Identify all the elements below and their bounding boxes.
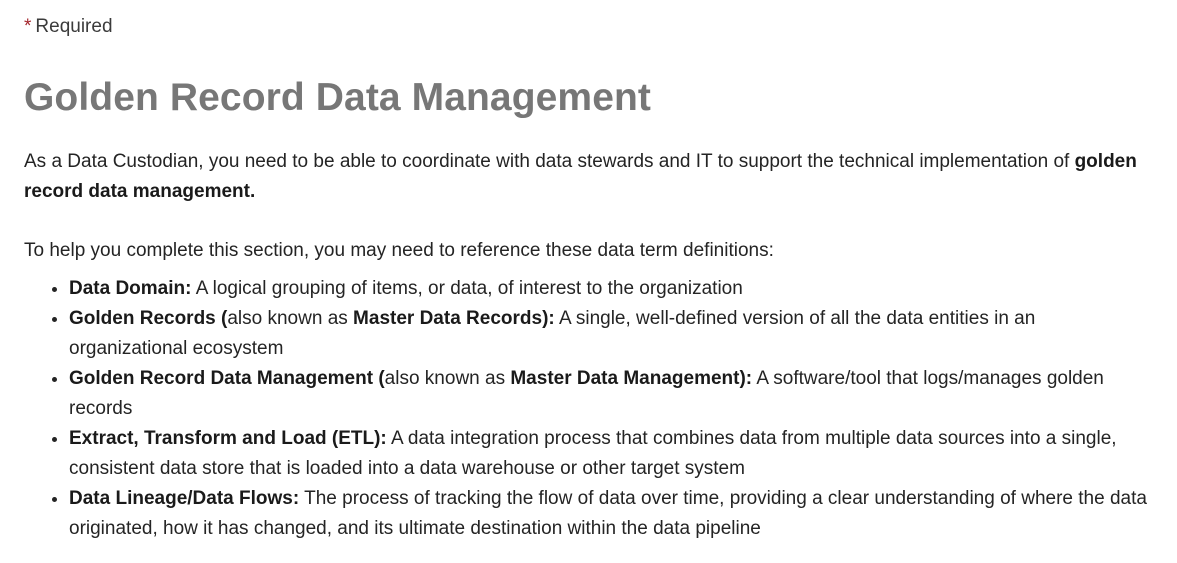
definition-aka-term: Master Data Records): — [353, 308, 555, 329]
definition-text: A software/tool that logs/manages golden records — [69, 368, 1104, 419]
definition-text: A logical grouping of items, or data, of interest to the organization — [191, 278, 743, 299]
help-text: To help you complete this section, you may need to reference these data term definitions: — [24, 240, 774, 261]
definition-text: A data integration process that combines data from multiple data sources into a single, consistent data store that is loaded into a data warehouse or other target system — [69, 428, 1117, 479]
section-title: Golden Record Data Management — [24, 76, 652, 119]
definition-item-etl — [69, 424, 1153, 484]
definition-item-data-domain — [69, 274, 1153, 304]
definition-aka-term: Master Data Management): — [510, 368, 753, 389]
definitions-list — [24, 274, 1153, 544]
definition-text: A single, well-defined version of all the data entities in an organizational ecosystem — [69, 308, 1036, 359]
definition-item-golden-records — [69, 304, 1153, 364]
definition-term: Extract, Transform and Load (ETL): — [69, 428, 387, 449]
intro-bold-text: golden record data management. — [24, 151, 1137, 202]
definition-item-golden-record-data-management — [69, 364, 1153, 424]
required-label: Required — [35, 16, 113, 37]
required-note — [24, 14, 1153, 40]
definition-item-data-lineage — [69, 484, 1153, 544]
definition-aka-prefix: also known as — [384, 368, 511, 389]
definition-aka-prefix: also known as — [227, 308, 354, 329]
intro-text: As a Data Custodian, you need to be able to coordinate with data stewards and IT to support the technical implementation of — [24, 151, 1075, 172]
definition-text: The process of tracking the flow of data over time, providing a clear understanding of where the data originated, how it has changed, and its ultimate destination within the data pipeline — [69, 488, 1147, 539]
definition-term: Golden Records ( — [69, 308, 228, 329]
definition-term: Data Lineage/Data Flows: — [69, 488, 300, 509]
definition-term: Golden Record Data Management ( — [69, 368, 385, 389]
required-asterisk: * — [24, 16, 32, 37]
section-intro — [24, 147, 1153, 207]
definition-term: Data Domain: — [69, 278, 192, 299]
